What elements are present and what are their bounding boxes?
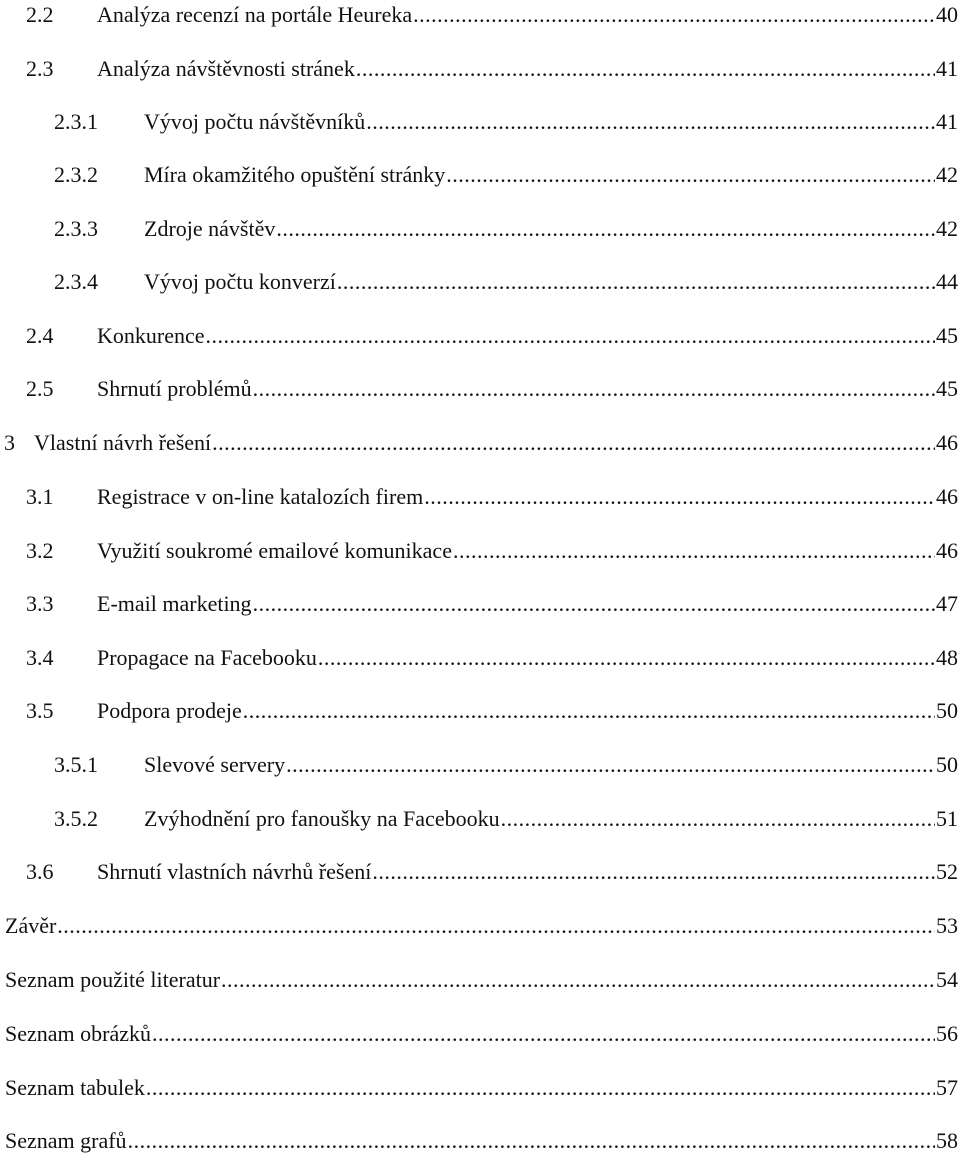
toc-entry-number: 3.5.1 — [54, 752, 98, 777]
dot-leader — [372, 859, 935, 885]
toc-entry-page: 41 — [936, 109, 958, 134]
toc-entry[interactable] — [0, 323, 960, 363]
toc-entry-number: 3.6 — [26, 859, 54, 884]
toc-entry[interactable] — [0, 913, 960, 953]
toc-entry-page: 50 — [936, 698, 958, 723]
toc-entry-line — [97, 538, 958, 564]
dot-leader — [501, 806, 935, 832]
toc-entry-title: Seznam grafů — [5, 1128, 127, 1153]
toc-entry[interactable] — [0, 1021, 960, 1061]
toc-entry-number: 2.3 — [26, 56, 54, 81]
toc-entry[interactable] — [0, 1128, 960, 1168]
toc-entry-page: 40 — [936, 2, 958, 27]
toc-entry-title: Vývoj počtu konverzí — [144, 269, 336, 294]
toc-entry-page: 54 — [936, 967, 958, 992]
toc-entry-number: 2.4 — [26, 323, 54, 348]
toc-entry-number: 2.3.3 — [54, 216, 98, 241]
toc-entry-line — [34, 430, 958, 456]
toc-entry-number: 2.3.4 — [54, 269, 98, 294]
dot-leader — [253, 591, 935, 617]
toc-entry-title: Vývoj počtu návštěvníků — [144, 109, 366, 134]
toc-entry-number: 2.5 — [26, 376, 54, 401]
toc-entry-line — [144, 806, 958, 832]
toc-entry-line — [97, 645, 958, 671]
toc-entry-title: Registrace v on-line katalozích firem — [97, 484, 424, 509]
toc-entry-line — [144, 752, 958, 778]
toc-entry-title: Seznam použité literatur — [5, 967, 221, 992]
toc-entry-page: 46 — [936, 538, 958, 563]
toc-entry[interactable] — [0, 538, 960, 578]
toc-entry-title: Propagace na Facebooku — [97, 645, 317, 670]
toc-entry-number: 3.3 — [26, 591, 54, 616]
dot-leader — [152, 1021, 935, 1047]
dot-leader — [337, 269, 935, 295]
toc-entry-page: 45 — [936, 323, 958, 348]
toc-entry-line — [97, 56, 958, 82]
toc-entry-line — [5, 913, 958, 939]
toc-entry-title: Seznam obrázků — [5, 1021, 151, 1046]
toc-entry-page: 57 — [936, 1075, 958, 1100]
dot-leader — [128, 1128, 935, 1154]
toc-entry[interactable] — [0, 806, 960, 846]
toc-entry[interactable] — [0, 430, 960, 470]
toc-entry-page: 47 — [936, 591, 958, 616]
toc-entry-number: 2.3.1 — [54, 109, 98, 134]
toc-entry-title: Shrnutí problémů — [97, 376, 252, 401]
toc-entry-title: Využití soukromé emailové komunikace — [97, 538, 452, 563]
toc-entry-title: Závěr — [5, 913, 57, 938]
toc-entry[interactable] — [0, 967, 960, 1007]
toc-entry-title: Zdroje návštěv — [144, 216, 276, 241]
dot-leader — [356, 56, 935, 82]
toc-entry-page: 58 — [936, 1128, 958, 1153]
dot-leader — [253, 376, 935, 402]
dot-leader — [276, 216, 935, 242]
dot-leader — [146, 1075, 935, 1101]
toc-entry-title: Shrnutí vlastních návrhů řešení — [97, 859, 372, 884]
toc-entry-page: 51 — [936, 806, 958, 831]
toc-entry[interactable] — [0, 752, 960, 792]
toc-entry-line — [5, 967, 958, 993]
toc-entry-page: 41 — [936, 56, 958, 81]
toc-entry[interactable] — [0, 591, 960, 631]
toc-entry-line — [144, 216, 958, 242]
toc-entry-line — [97, 376, 958, 402]
toc-entry[interactable] — [0, 484, 960, 524]
toc-entry[interactable] — [0, 109, 960, 149]
toc-entry-page: 53 — [936, 913, 958, 938]
toc-entry-number: 3.4 — [26, 645, 54, 670]
toc-entry-line — [97, 323, 958, 349]
toc-entry-line — [144, 109, 958, 135]
toc-entry-line — [97, 484, 958, 510]
toc-entry-page: 50 — [936, 752, 958, 777]
dot-leader — [318, 645, 935, 671]
dot-leader — [212, 430, 935, 456]
toc-entry[interactable] — [0, 698, 960, 738]
dot-leader — [286, 752, 935, 778]
toc-entry-number: 3.5.2 — [54, 806, 98, 831]
toc-entry-page: 52 — [936, 859, 958, 884]
toc-entry-number: 2.2 — [26, 2, 54, 27]
toc-entry-line — [144, 269, 958, 295]
toc-entry-number: 2.3.2 — [54, 162, 98, 187]
toc-entry-line — [5, 1021, 958, 1047]
toc-entry-page: 46 — [936, 484, 958, 509]
toc-entry[interactable] — [0, 376, 960, 416]
toc-entry-number: 3.5 — [26, 698, 54, 723]
toc-entry-title: E-mail marketing — [97, 591, 252, 616]
toc-entry[interactable] — [0, 216, 960, 256]
dot-leader — [413, 2, 935, 28]
toc-entry-page: 45 — [936, 376, 958, 401]
toc-entry-line — [97, 2, 958, 28]
toc-entry-page: 42 — [936, 216, 958, 241]
toc-entry-page: 44 — [936, 269, 958, 294]
toc-entry-line — [97, 859, 958, 885]
toc-entry-page: 42 — [936, 162, 958, 187]
toc-entry-number: 3.1 — [26, 484, 54, 509]
toc-entry-title: Míra okamžitého opuštění stránky — [144, 162, 446, 187]
toc-entry-page: 56 — [936, 1021, 958, 1046]
toc-entry-title: Slevové servery — [144, 752, 286, 777]
toc-entry-line — [97, 591, 958, 617]
toc-entry[interactable] — [0, 859, 960, 899]
toc-entry-number: 3 — [4, 430, 15, 455]
dot-leader — [221, 967, 935, 993]
toc-entry[interactable] — [0, 162, 960, 202]
toc-entry[interactable] — [0, 645, 960, 685]
toc-entry[interactable] — [0, 1075, 960, 1115]
toc-entry-line — [5, 1128, 958, 1154]
toc-entry-line — [5, 1075, 958, 1101]
toc-entry-title: Analýza recenzí na portále Heureka — [97, 2, 413, 27]
toc-entry-title: Vlastní návrh řešení — [34, 430, 212, 455]
toc-entry-line — [97, 698, 958, 724]
dot-leader — [424, 484, 935, 510]
toc-entry-page: 48 — [936, 645, 958, 670]
toc-entry-title: Seznam tabulek — [5, 1075, 145, 1100]
toc-entry[interactable] — [0, 56, 960, 96]
toc-entry-title: Konkurence — [97, 323, 205, 348]
dot-leader — [206, 323, 935, 349]
toc-entry-title: Analýza návštěvnosti stránek — [97, 56, 355, 81]
toc-entry-title: Podpora prodeje — [97, 698, 242, 723]
dot-leader — [446, 162, 935, 188]
toc-entry-number: 3.2 — [26, 538, 54, 563]
toc-entry-title: Zvýhodnění pro fanoušky na Facebooku — [144, 806, 500, 831]
dot-leader — [366, 109, 935, 135]
toc-entry-line — [144, 162, 958, 188]
dot-leader — [243, 698, 935, 724]
toc-entry[interactable] — [0, 269, 960, 309]
toc-entry-page: 46 — [936, 430, 958, 455]
dot-leader — [57, 913, 935, 939]
toc-entry[interactable] — [0, 2, 960, 42]
dot-leader — [453, 538, 935, 564]
